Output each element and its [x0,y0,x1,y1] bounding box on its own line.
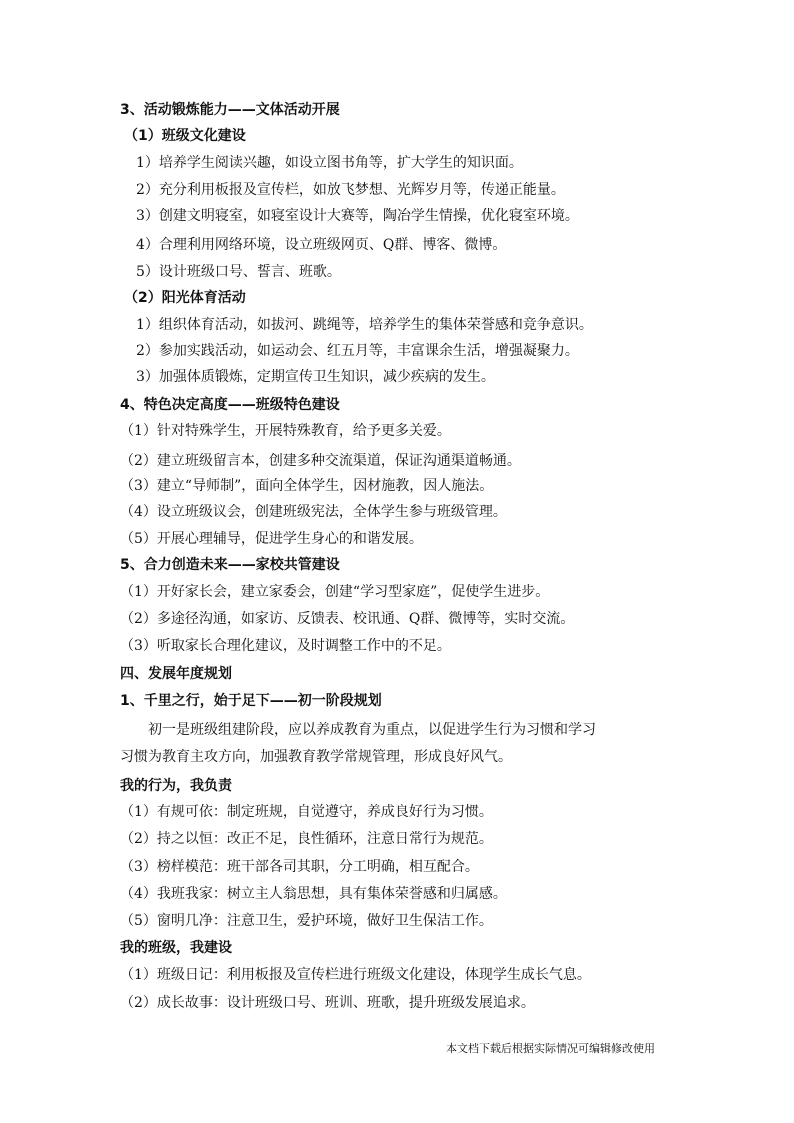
list-item: （3）榜样模范：班干部各司其职，分工明确，相互配合。 [120,859,479,875]
list-item: 4）合理利用网络环境，设立班级网页、Q群、博客、微博。 [136,237,507,253]
subheading-my-class: 我的班级，我建设 [120,940,232,956]
list-item: 3）创建文明寝室，如寝室设计大赛等，陶冶学生情操，优化寝室环境。 [136,208,579,224]
list-item: 2）充分利用板报及宣传栏，如放飞梦想、光辉岁月等，传递正能量。 [136,182,565,198]
list-item: （4）设立班级议会，创建班级宪法，全体学生参与班级管理。 [120,504,507,520]
list-item: （3）建立“导师制”，面向全体学生，因材施教，因人施法。 [120,478,494,494]
heading-section-4: 4、特色决定高度——班级特色建设 [120,397,340,413]
list-item: 1）组织体育活动，如拔河、跳绳等，培养学生的集体荣誉感和竞争意识。 [136,317,593,333]
list-item: （1）班级日记：利用板报及宣传栏进行班级文化建设，体现学生成长气息。 [120,967,591,983]
list-item: 3）加强体质锻炼，定期宣传卫生知识，减少疾病的发生。 [136,369,495,385]
list-item: （1）开好家长会，建立家委会，创建“学习型家庭”，促使学生进步。 [120,584,550,600]
heading-section-5: 5、合力创造未来——家校共管建设 [120,557,340,573]
list-item: （2）多途径沟通，如家访、反馈表、校讯通、Q群、微博等，实时交流。 [120,611,575,627]
paragraph-line: 初一是班级组建阶段，应以养成教育为重点，以促进学生行为习惯和学习 [148,722,596,738]
list-item: 5）设计班级口号、誓言、班歌。 [136,264,341,280]
subheading-sports: （2）阳光体育活动 [124,290,246,306]
list-item: （2）成长故事：设计班级口号、班训、班歌，提升班级发展追求。 [120,995,535,1011]
subheading-class-culture: （1）班级文化建设 [124,128,246,144]
list-item: （4）我班我家：树立主人翁思想，具有集体荣誉感和归属感。 [120,886,507,902]
list-item: （2）建立班级留言本，创建多种交流渠道，保证沟通渠道畅通。 [120,453,521,469]
list-item: 2）参加实践活动，如运动会、红五月等，丰富课余生活，增强凝聚力。 [136,343,579,359]
heading-section-3: 3、活动锻炼能力——文体活动开展 [120,102,340,118]
list-item: （5）窗明几净：注意卫生，爱护环境，做好卫生保洁工作。 [120,913,493,929]
list-item: 1）培养学生阅读兴趣，如设立图书角等，扩大学生的知识面。 [136,155,523,171]
heading-grade-one-plan: 1、千里之行，始于足下——初一阶段规划 [120,693,382,709]
list-item: （1）针对特殊学生，开展特殊教育，给予更多关爱。 [120,423,451,439]
subheading-my-behavior: 我的行为，我负责 [120,778,232,794]
paragraph-line: 习惯为教育主攻方向，加强教育教学常规管理，形成良好风气。 [120,749,512,765]
list-item: （1）有规可依：制定班规，自觉遵守，养成良好行为习惯。 [120,804,493,820]
footer-note: 本文档下载后根据实际情况可编辑修改使用 [446,1042,655,1055]
list-item: （2）持之以恒：改正不足，良性循环，注意日常行为规范。 [120,831,493,847]
heading-annual-plan: 四、发展年度规划 [120,666,232,682]
list-item: （3）听取家长合理化建议，及时调整工作中的不足。 [120,638,451,654]
list-item: （5）开展心理辅导，促进学生身心的和谐发展。 [120,531,423,547]
